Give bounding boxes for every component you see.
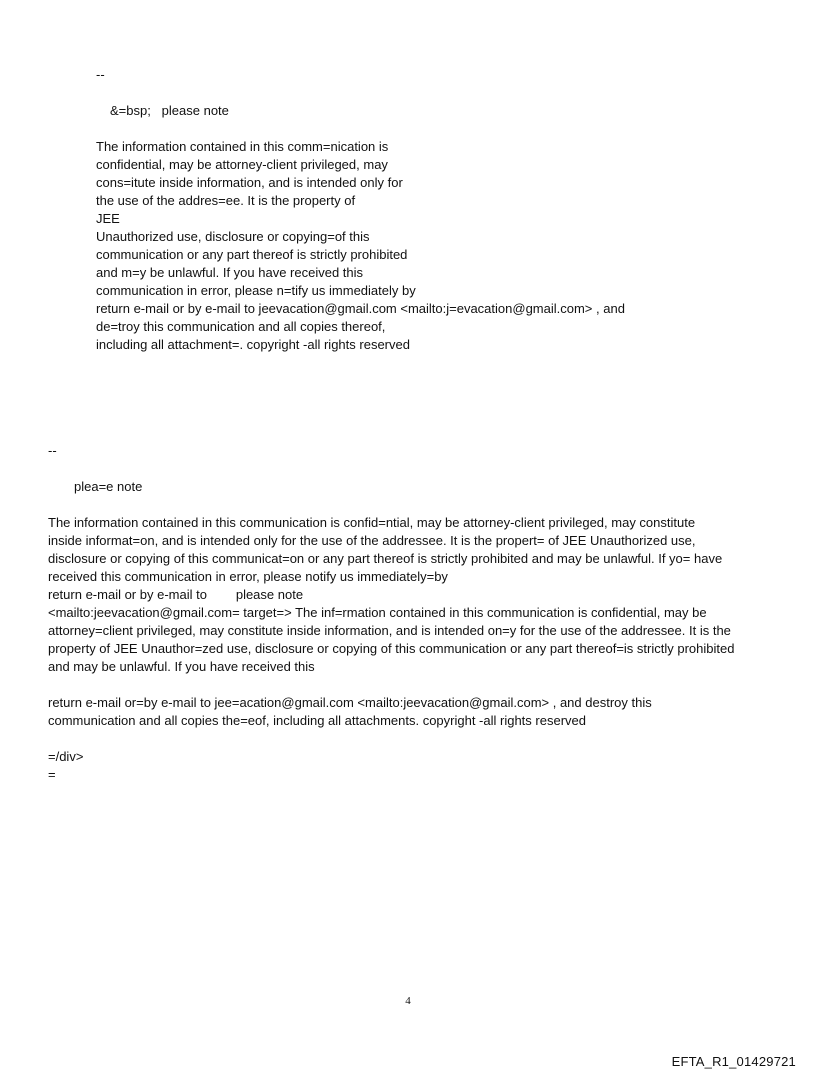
disclaimer-2-line: and may be unlawful. If you have received this — [48, 659, 315, 674]
disclaimer-1-line: Unauthorized use, disclosure or copying=of this — [96, 229, 370, 244]
disclaimer-1-line: communication or any part thereof is strictly prohibited — [96, 247, 408, 262]
document-id: EFTA_R1_01429721 — [671, 1054, 796, 1069]
disclaimer-2-line: attorney=client privileged, may constitute inside information, and is intended on=y for the use of the addressee. It is the — [48, 623, 731, 638]
disclaimer-1-line: and m=y be unlawful. If you have received this — [96, 265, 364, 280]
disclaimer-1-line: The information contained in this comm=nication is — [96, 139, 389, 154]
disclaimer-2-line: The information contained in this communication is confid=ntial, may be attorney-client privileged, may constitute — [48, 515, 696, 530]
disclaimer-2-line: inside informat=on, and is intended only for the use of the addressee. It is the propert= of JEE Unauthorized use, — [48, 533, 696, 548]
end-markup-line: = — [48, 767, 56, 782]
disclaimer-2-line: <mailto:jeevacation@gmail.com= target=> The inf=rmation contained in this communication is confidential, may be — [48, 605, 707, 620]
disclaimer-2-line: received this communication in error, please notify us immediately=by — [48, 569, 448, 584]
disclaimer-1-line: communication in error, please n=tify us immediately by — [96, 283, 416, 298]
closing-line: return e-mail or=by e-mail to jee=acation@gmail.com <mailto:jeevacation@gmail.com> , and destroy this — [48, 695, 652, 710]
closing-line: communication and all copies the=eof, including all attachments. copyright -all rights reserved — [48, 713, 586, 728]
disclaimer-1-line: return e-mail or by e-mail to jeevacation@gmail.com <mailto:j=evacation@gmail.com> , and — [96, 301, 625, 316]
disclaimer-2-line: return e-mail or by e-mail to please note — [48, 587, 304, 602]
disclaimer-1-line: de=troy this communication and all copies thereof, — [96, 319, 386, 334]
note-1: &=bsp; please note — [110, 103, 229, 118]
disclaimer-1-line: including all attachment=. copyright -all rights reserved — [96, 337, 410, 352]
disclaimer-1-line: the use of the addres=ee. It is the property of — [96, 193, 356, 208]
disclaimer-1-line: confidential, may be attorney-client privileged, may — [96, 157, 388, 172]
disclaimer-2-line: property of JEE Unauthor=zed use, disclosure or copying of this communication or any part thereof=is strictly prohibited — [48, 641, 735, 656]
closing-block — [48, 694, 652, 730]
note-2: plea=e note — [74, 479, 143, 494]
end-markup-block — [48, 748, 83, 784]
separator-2: -- — [48, 443, 57, 458]
page-number: 4 — [405, 995, 411, 1007]
disclaimer-2-line: disclosure or copying of this communicat=on or any part thereof is strictly prohibited and may be unlawful. If yo= have — [48, 551, 723, 566]
disclaimer-1-line: cons=itute inside information, and is intended only for — [96, 175, 403, 190]
disclaimer-block-2 — [48, 514, 734, 676]
disclaimer-block-1 — [96, 138, 625, 354]
separator-1: -- — [96, 67, 105, 82]
end-markup-line: =/div> — [48, 749, 84, 764]
disclaimer-1-line: JEE — [96, 211, 120, 226]
